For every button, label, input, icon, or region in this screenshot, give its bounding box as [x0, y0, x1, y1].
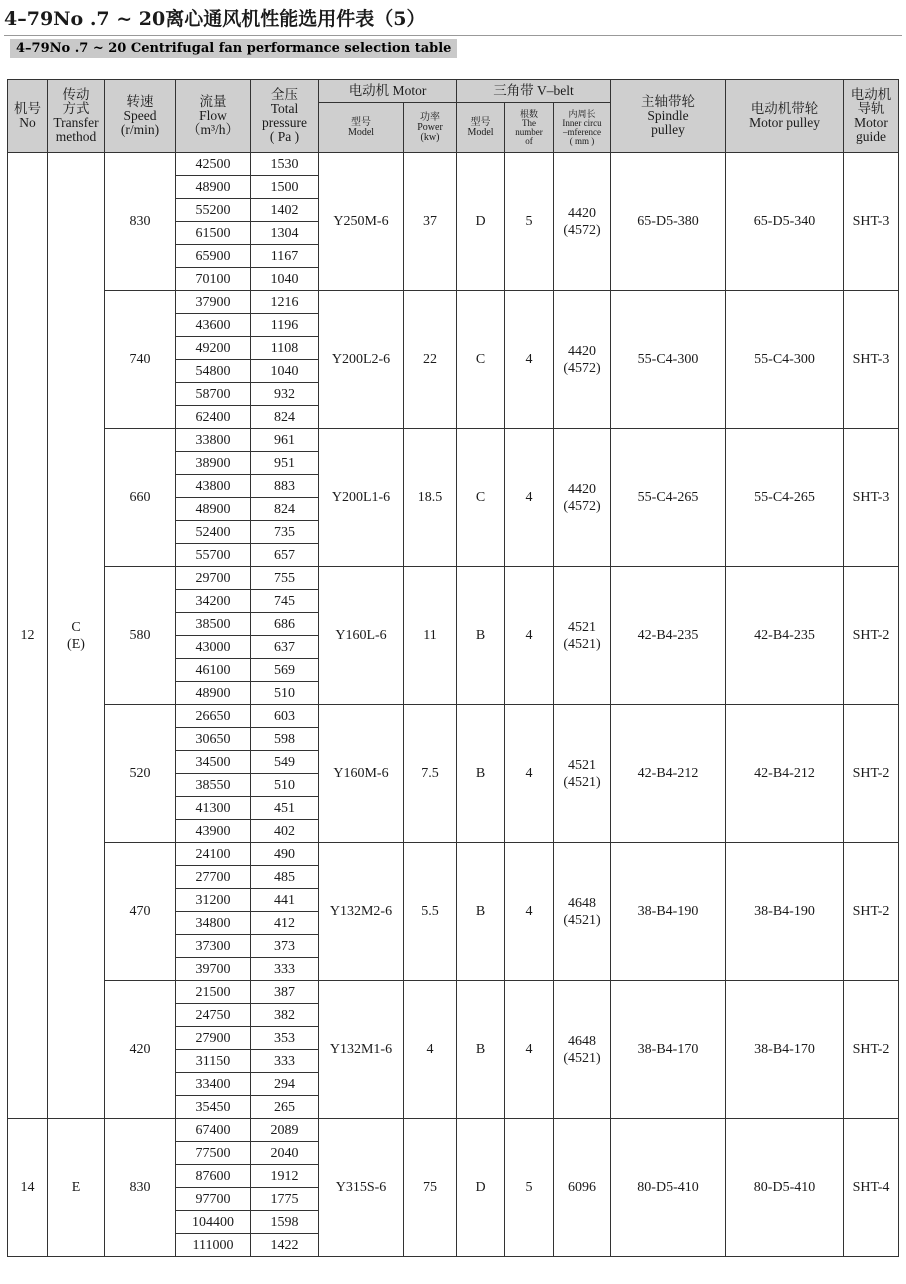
motor-power-cell: 75	[404, 1119, 457, 1257]
flow-cell: 62400	[176, 406, 251, 429]
flow-cell: 34500	[176, 751, 251, 774]
flow-cell: 38500	[176, 613, 251, 636]
pressure-cell: 333	[251, 958, 319, 981]
table-row	[8, 429, 899, 452]
header-motor-power	[404, 103, 457, 153]
flow-cell: 104400	[176, 1211, 251, 1234]
pressure-cell: 961	[251, 429, 319, 452]
header-belt-inner-circumference	[554, 103, 611, 153]
header-line: 导轨	[857, 101, 885, 116]
header-line: (r/min)	[120, 122, 160, 137]
motor-model-cell: Y160M-6	[319, 705, 404, 843]
belt-length-cell-line: 4648	[568, 1033, 596, 1049]
belt-count-cell: 4	[505, 291, 554, 429]
pressure-cell: 549	[251, 751, 319, 774]
table-row	[8, 291, 899, 314]
belt-model-cell: B	[457, 981, 505, 1119]
flow-cell: 39700	[176, 958, 251, 981]
motor-power-cell: 11	[404, 567, 457, 705]
flow-cell: 67400	[176, 1119, 251, 1142]
header-line: guide	[856, 129, 887, 144]
flow-cell: 77500	[176, 1142, 251, 1165]
belt-length-cell-line: 6096	[568, 1180, 596, 1195]
pressure-cell: 412	[251, 912, 319, 935]
belt-length-cell	[554, 291, 611, 429]
speed-cell: 660	[105, 429, 176, 567]
pressure-cell: 510	[251, 774, 319, 797]
pressure-cell: 1530	[251, 153, 319, 176]
header-line: number	[515, 126, 543, 137]
belt-model-cell: D	[457, 1119, 505, 1257]
pressure-cell: 598	[251, 728, 319, 751]
header-line: 根数	[519, 108, 538, 119]
speed-cell: 420	[105, 981, 176, 1119]
header-motor-pulley	[726, 80, 844, 153]
header-line: Model	[467, 126, 494, 138]
flow-cell: 61500	[176, 222, 251, 245]
belt-length-cell-line: (4521)	[563, 912, 601, 928]
motor-power-cell: 37	[404, 153, 457, 291]
pressure-cell: 387	[251, 981, 319, 1004]
motor-model-cell: Y132M1-6	[319, 981, 404, 1119]
transfer-method-cell-line: (E)	[67, 636, 85, 652]
flow-cell: 34200	[176, 590, 251, 613]
pressure-cell: 657	[251, 544, 319, 567]
header-line: 方式	[62, 101, 90, 116]
motor-model-cell: Y132M2-6	[319, 843, 404, 981]
flow-cell: 111000	[176, 1234, 251, 1257]
pressure-cell: 569	[251, 659, 319, 682]
header-line: ( Pa )	[269, 129, 300, 144]
motor-power-cell: 7.5	[404, 705, 457, 843]
header-line: （m³/h）	[186, 122, 240, 137]
motor-guide-cell: SHT-2	[844, 705, 899, 843]
flow-cell: 35450	[176, 1096, 251, 1119]
flow-cell: 55700	[176, 544, 251, 567]
flow-cell: 37300	[176, 935, 251, 958]
belt-length-cell-line: 4420	[568, 481, 596, 497]
header-line: Motor	[854, 115, 888, 130]
belt-length-cell	[554, 567, 611, 705]
header-line: 全压	[271, 87, 298, 102]
header-line: The	[522, 117, 536, 128]
spindle-pulley-cell: 42-B4-235	[611, 567, 726, 705]
spindle-pulley-cell: 38-B4-190	[611, 843, 726, 981]
belt-model-cell: B	[457, 705, 505, 843]
header-total-pressure	[251, 80, 319, 153]
pressure-cell: 603	[251, 705, 319, 728]
motor-guide-cell: SHT-2	[844, 843, 899, 981]
table-row	[8, 843, 899, 866]
belt-count-cell: 4	[505, 429, 554, 567]
belt-count-cell: 4	[505, 981, 554, 1119]
speed-cell: 830	[105, 153, 176, 291]
pressure-cell: 373	[251, 935, 319, 958]
transfer-method-cell	[48, 153, 105, 1119]
pressure-cell: 824	[251, 498, 319, 521]
header-line: of	[525, 135, 533, 146]
header-line: 机号	[14, 101, 41, 116]
header-belt-number	[505, 103, 554, 153]
flow-cell: 24100	[176, 843, 251, 866]
performance-table	[7, 79, 899, 1257]
flow-cell: 43000	[176, 636, 251, 659]
pressure-cell: 951	[251, 452, 319, 475]
header-line: 流量	[199, 94, 227, 109]
motor-model-cell: Y200L2-6	[319, 291, 404, 429]
pressure-cell: 510	[251, 682, 319, 705]
flow-cell: 54800	[176, 360, 251, 383]
flow-cell: 37900	[176, 291, 251, 314]
page-title: 4–79No .7 ~ 20离心通风机性能选用件表（5）	[4, 8, 426, 30]
header-motor-model	[319, 103, 404, 153]
flow-cell: 31150	[176, 1050, 251, 1073]
pressure-cell: 1216	[251, 291, 319, 314]
header-line: Total	[270, 101, 299, 116]
spindle-pulley-cell: 38-B4-170	[611, 981, 726, 1119]
pressure-cell: 265	[251, 1096, 319, 1119]
header-line: 电动机	[850, 87, 892, 102]
speed-cell: 470	[105, 843, 176, 981]
flow-cell: 87600	[176, 1165, 251, 1188]
header-line: 转速	[126, 94, 154, 109]
motor-pulley-cell: 55-C4-300	[726, 291, 844, 429]
pressure-cell: 883	[251, 475, 319, 498]
header-transfer-method	[48, 80, 105, 153]
belt-length-cell-line: 4521	[568, 757, 596, 773]
speed-cell: 520	[105, 705, 176, 843]
header-line: Spindle	[647, 108, 689, 123]
pressure-cell: 294	[251, 1073, 319, 1096]
pressure-cell: 2040	[251, 1142, 319, 1165]
header-line: method	[55, 129, 97, 144]
pressure-cell: 1402	[251, 199, 319, 222]
header-line: Flow	[199, 108, 227, 123]
belt-length-cell-line: (4521)	[563, 1050, 601, 1066]
belt-length-cell	[554, 981, 611, 1119]
spindle-pulley-cell: 65-D5-380	[611, 153, 726, 291]
motor-pulley-cell: 42-B4-212	[726, 705, 844, 843]
header-line: Motor pulley	[749, 115, 820, 130]
pressure-cell: 1040	[251, 360, 319, 383]
spindle-pulley-cell: 55-C4-300	[611, 291, 726, 429]
table-row	[8, 1119, 899, 1142]
belt-length-cell	[554, 429, 611, 567]
belt-model-cell: D	[457, 153, 505, 291]
belt-length-cell	[554, 153, 611, 291]
pressure-cell: 1304	[251, 222, 319, 245]
speed-cell: 580	[105, 567, 176, 705]
belt-length-cell	[554, 1119, 611, 1257]
pressure-cell: 1108	[251, 337, 319, 360]
belt-length-cell-line: 4420	[568, 205, 596, 221]
fan-number-cell: 12	[8, 153, 48, 1119]
flow-cell: 26650	[176, 705, 251, 728]
speed-cell: 830	[105, 1119, 176, 1257]
motor-power-cell: 4	[404, 981, 457, 1119]
header-line: Power	[417, 121, 443, 133]
header-speed	[105, 80, 176, 153]
header-no	[8, 80, 48, 153]
flow-cell: 48900	[176, 498, 251, 521]
pressure-cell: 1598	[251, 1211, 319, 1234]
pressure-cell: 485	[251, 866, 319, 889]
pressure-cell: 1912	[251, 1165, 319, 1188]
flow-cell: 24750	[176, 1004, 251, 1027]
header-line: –mference	[563, 126, 601, 137]
flow-cell: 65900	[176, 245, 251, 268]
flow-cell: 70100	[176, 268, 251, 291]
motor-guide-cell: SHT-3	[844, 429, 899, 567]
flow-cell: 55200	[176, 199, 251, 222]
motor-pulley-cell: 38-B4-170	[726, 981, 844, 1119]
motor-model-cell: Y250M-6	[319, 153, 404, 291]
flow-cell: 42500	[176, 153, 251, 176]
belt-model-cell: B	[457, 567, 505, 705]
header-line: 功率	[420, 111, 440, 123]
flow-cell: 58700	[176, 383, 251, 406]
header-motor: 电动机 Motor	[319, 80, 457, 103]
flow-cell: 38900	[176, 452, 251, 475]
flow-cell: 43600	[176, 314, 251, 337]
pressure-cell: 686	[251, 613, 319, 636]
belt-model-cell: C	[457, 429, 505, 567]
pressure-cell: 1167	[251, 245, 319, 268]
belt-count-cell: 4	[505, 567, 554, 705]
header-line: 电动机带轮	[750, 101, 819, 116]
flow-cell: 46100	[176, 659, 251, 682]
flow-cell: 97700	[176, 1188, 251, 1211]
motor-guide-cell: SHT-3	[844, 153, 899, 291]
table-row	[8, 981, 899, 1004]
flow-cell: 38550	[176, 774, 251, 797]
belt-length-cell	[554, 843, 611, 981]
flow-cell: 34800	[176, 912, 251, 935]
pressure-cell: 441	[251, 889, 319, 912]
title-divider	[4, 35, 902, 36]
transfer-method-cell-line: C	[71, 619, 81, 635]
header-line: ( mm )	[569, 135, 595, 146]
motor-model-cell: Y160L-6	[319, 567, 404, 705]
flow-cell: 27700	[176, 866, 251, 889]
flow-cell: 31200	[176, 889, 251, 912]
pressure-cell: 1422	[251, 1234, 319, 1257]
header-line: No	[19, 115, 36, 130]
speed-cell: 740	[105, 291, 176, 429]
belt-length-cell-line: (4572)	[563, 222, 601, 238]
motor-power-cell: 22	[404, 291, 457, 429]
flow-cell: 29700	[176, 567, 251, 590]
header-line: 主轴带轮	[641, 94, 696, 109]
header-line: pressure	[262, 115, 307, 130]
header-belt-model	[457, 103, 505, 153]
transfer-method-cell-line: E	[71, 1180, 81, 1195]
belt-count-cell: 4	[505, 705, 554, 843]
belt-length-cell-line: (4521)	[563, 636, 601, 652]
pressure-cell: 932	[251, 383, 319, 406]
motor-guide-cell: SHT-3	[844, 291, 899, 429]
belt-length-cell	[554, 705, 611, 843]
belt-length-cell-line: 4420	[568, 343, 596, 359]
belt-length-cell-line: 4648	[568, 895, 596, 911]
header-line: Model	[347, 126, 375, 138]
transfer-method-cell	[48, 1119, 105, 1257]
flow-cell: 43900	[176, 820, 251, 843]
flow-cell: 48900	[176, 682, 251, 705]
flow-cell: 33800	[176, 429, 251, 452]
page-subtitle: 4–79No .7 ~ 20 Centrifugal fan performance selection table	[10, 39, 457, 58]
pressure-cell: 1196	[251, 314, 319, 337]
motor-pulley-cell: 42-B4-235	[726, 567, 844, 705]
header-line: 型号	[351, 116, 371, 128]
pressure-cell: 824	[251, 406, 319, 429]
belt-count-cell: 4	[505, 843, 554, 981]
belt-count-cell: 5	[505, 1119, 554, 1257]
header-line: Speed	[123, 108, 157, 123]
pressure-cell: 402	[251, 820, 319, 843]
pressure-cell: 490	[251, 843, 319, 866]
flow-cell: 27900	[176, 1027, 251, 1050]
motor-pulley-cell: 80-D5-410	[726, 1119, 844, 1257]
belt-length-cell-line: 4521	[568, 619, 596, 635]
belt-count-cell: 5	[505, 153, 554, 291]
flow-cell: 43800	[176, 475, 251, 498]
pressure-cell: 1500	[251, 176, 319, 199]
motor-pulley-cell: 65-D5-340	[726, 153, 844, 291]
motor-guide-cell: SHT-2	[844, 567, 899, 705]
header-line: (kw)	[420, 131, 440, 143]
header-line: 内周长	[568, 108, 596, 119]
header-line: Inner circu	[562, 117, 602, 128]
table-row	[8, 567, 899, 590]
header-v-belt: 三角带 V–belt	[457, 80, 611, 103]
flow-cell: 30650	[176, 728, 251, 751]
motor-guide-cell: SHT-2	[844, 981, 899, 1119]
spindle-pulley-cell: 55-C4-265	[611, 429, 726, 567]
pressure-cell: 637	[251, 636, 319, 659]
flow-cell: 41300	[176, 797, 251, 820]
motor-pulley-cell: 55-C4-265	[726, 429, 844, 567]
belt-model-cell: C	[457, 291, 505, 429]
flow-cell: 33400	[176, 1073, 251, 1096]
table-body	[8, 153, 899, 1257]
motor-power-cell: 18.5	[404, 429, 457, 567]
table-row	[8, 705, 899, 728]
table-row	[8, 153, 899, 176]
header-flow	[176, 80, 251, 153]
header-line: 传动	[62, 87, 90, 102]
belt-model-cell: B	[457, 843, 505, 981]
belt-length-cell-line: (4521)	[563, 774, 601, 790]
flow-cell: 49200	[176, 337, 251, 360]
pressure-cell: 1040	[251, 268, 319, 291]
pressure-cell: 1775	[251, 1188, 319, 1211]
header-spindle-pulley	[611, 80, 726, 153]
flow-cell: 48900	[176, 176, 251, 199]
belt-length-cell-line: (4572)	[563, 498, 601, 514]
belt-length-cell-line: (4572)	[563, 360, 601, 376]
motor-power-cell: 5.5	[404, 843, 457, 981]
spindle-pulley-cell: 42-B4-212	[611, 705, 726, 843]
flow-cell: 52400	[176, 521, 251, 544]
motor-model-cell: Y200L1-6	[319, 429, 404, 567]
header-line: 型号	[470, 116, 491, 128]
header-line: pulley	[651, 122, 685, 137]
header-line: Transfer	[53, 115, 99, 130]
motor-pulley-cell: 38-B4-190	[726, 843, 844, 981]
motor-model-cell: Y315S-6	[319, 1119, 404, 1257]
header-motor-guide	[844, 80, 899, 153]
motor-guide-cell: SHT-4	[844, 1119, 899, 1257]
pressure-cell: 451	[251, 797, 319, 820]
pressure-cell: 2089	[251, 1119, 319, 1142]
fan-number-cell: 14	[8, 1119, 48, 1257]
pressure-cell: 353	[251, 1027, 319, 1050]
spindle-pulley-cell: 80-D5-410	[611, 1119, 726, 1257]
pressure-cell: 333	[251, 1050, 319, 1073]
pressure-cell: 745	[251, 590, 319, 613]
pressure-cell: 755	[251, 567, 319, 590]
pressure-cell: 735	[251, 521, 319, 544]
table-header	[8, 80, 899, 153]
flow-cell: 21500	[176, 981, 251, 1004]
pressure-cell: 382	[251, 1004, 319, 1027]
